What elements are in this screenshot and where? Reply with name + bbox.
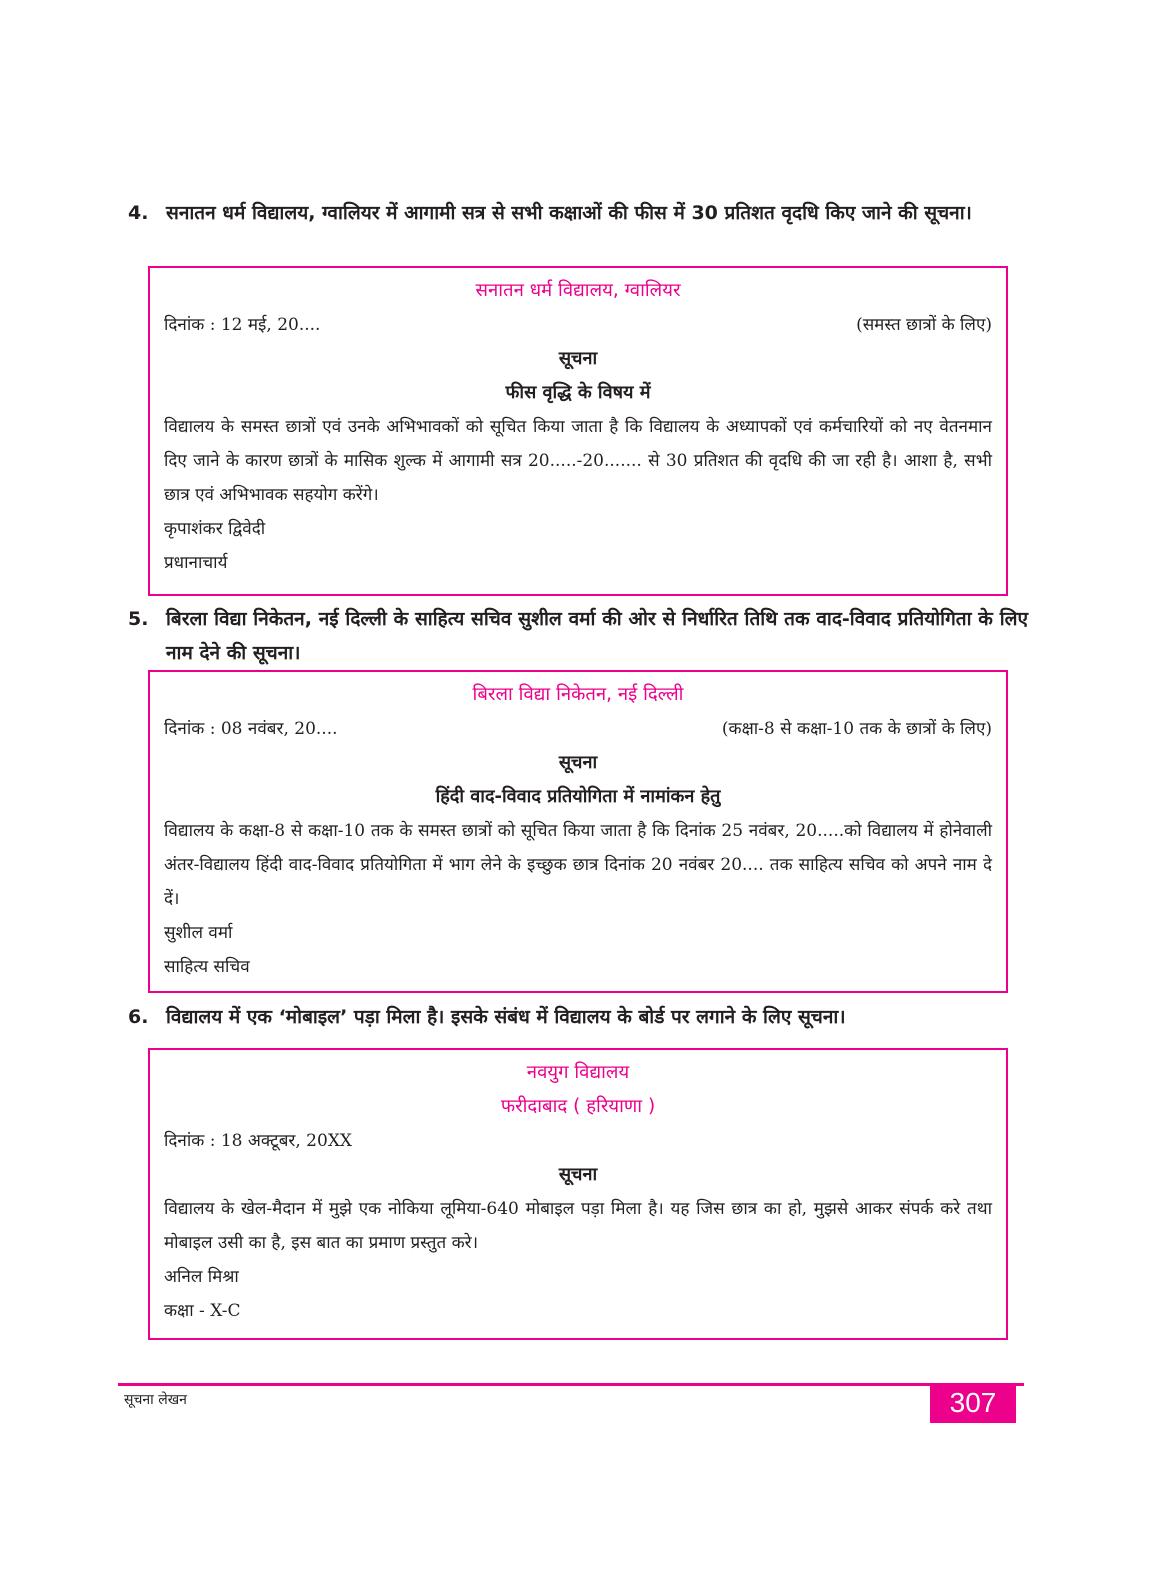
- school-name: सनातन धर्म विद्यालय, ग्वालियर: [475, 280, 681, 301]
- notice-date: दिनांक : 18 अक्टूबर, 20XX: [164, 1131, 353, 1151]
- notice-body: विद्यालय के खेल-मैदान में मुझे एक नोकिया लूमिया-640 मोबाइल पड़ा मिला है। यह जिस छात्र का हो, मुझसे आकर संपर्क करे तथा मोबाइल उसी का है, इस बात का प्रमाण प्रस्तुत करे।: [164, 1199, 992, 1253]
- notice-body: विद्यालय के समस्त छात्रों एवं उनके अभिभावकों को सूचित किया जाता है कि विद्यालय के अध्यापकों एवं कर्मचारियों को नए वेतनमान दिए जाने के कारण छात्रों के मासिक शुल्क में आगामी सत्र 20.....-20....... से 30 प्रतिशत की वृदधि की जा रही है। आशा है, सभी छात्र एवं अभिभावक सहयोग करेंगे।: [164, 417, 992, 505]
- question-6: [128, 1000, 1028, 1034]
- signature-title: प्रधानाचार्य: [164, 553, 228, 573]
- signature-name: अनिल मिश्रा: [164, 1267, 239, 1287]
- notice-heading: सूचना: [558, 752, 598, 773]
- notice-subject: फीस वृद्धि के विषय में: [505, 382, 651, 403]
- signature-name: कृपाशंकर द्विवेदी: [164, 519, 266, 539]
- notice-date: दिनांक : 12 मई, 20....: [164, 315, 321, 335]
- date-row: [164, 308, 992, 342]
- page-number: 307: [930, 1383, 1016, 1423]
- question-4: [128, 196, 1028, 230]
- question-prompt: सनातन धर्म विद्यालय, ग्वालियर में आगामी सत्र से सभी कक्षाओं की फीस में 30 प्रतिशत वृदधि किए जाने की सूचना।: [166, 202, 972, 224]
- question-prompt: विद्यालय में एक ‘मोबाइल’ पड़ा मिला है। इसके संबंध में विद्यालय के बोर्ड पर लगाने के लिए सूचना।: [166, 1006, 846, 1028]
- question-prompt: बिरला विद्या निकेतन, नई दिल्ली के साहित्य सचिव सुशील वर्मा की ओर से निर्धारित तिथि तक वाद-विवाद प्रतियोगिता के लिए नाम देने की सूचना।: [166, 608, 1028, 664]
- school-name: बिरला विद्या निकेतन, नई दिल्ली: [472, 684, 684, 705]
- question-5: [128, 602, 1028, 670]
- notice-box-6: [148, 1048, 1008, 1340]
- signature-name: सुशील वर्मा: [164, 923, 233, 943]
- notice-box-5: [148, 670, 1008, 993]
- notice-audience: (कक्षा-8 से कक्षा-10 तक के छात्रों के लिए): [721, 719, 992, 739]
- date-row: [164, 712, 992, 746]
- date-row: [164, 1124, 992, 1158]
- signature-title: कक्षा - X-C: [164, 1301, 241, 1321]
- footer-divider: [118, 1383, 1024, 1386]
- notice-date: दिनांक : 08 नवंबर, 20....: [164, 719, 338, 739]
- footer-chapter-label: सूचना लेखन: [124, 1392, 187, 1408]
- notice-box-4: [148, 266, 1008, 596]
- notice-subject: हिंदी वाद-विवाद प्रतियोगिता में नामांकन हेतु: [435, 786, 721, 807]
- question-number: 6.: [128, 1006, 149, 1028]
- notice-heading: सूचना: [558, 348, 598, 369]
- school-location: फरीदाबाद ( हरियाणा ): [500, 1096, 656, 1117]
- signature-title: साहित्य सचिव: [164, 957, 250, 977]
- notice-audience: (समस्त छात्रों के लिए): [856, 315, 992, 335]
- notice-heading: सूचना: [558, 1164, 598, 1185]
- question-number: 5.: [128, 608, 149, 630]
- school-name: नवयुग विद्यालय: [526, 1062, 630, 1083]
- question-number: 4.: [128, 202, 149, 224]
- notice-body: विद्यालय के कक्षा-8 से कक्षा-10 तक के समस्त छात्रों को सूचित किया जाता है कि दिनांक 25 नवंबर, 20.....को विद्यालय में होनेवाली अंतर-विद्यालय हिंदी वाद-विवाद प्रतियोगिता में भाग लेने के इच्छुक छात्र दिनांक 20 नवंबर 20.... तक साहित्य सचिव को अपने नाम दे दें।: [164, 821, 992, 909]
